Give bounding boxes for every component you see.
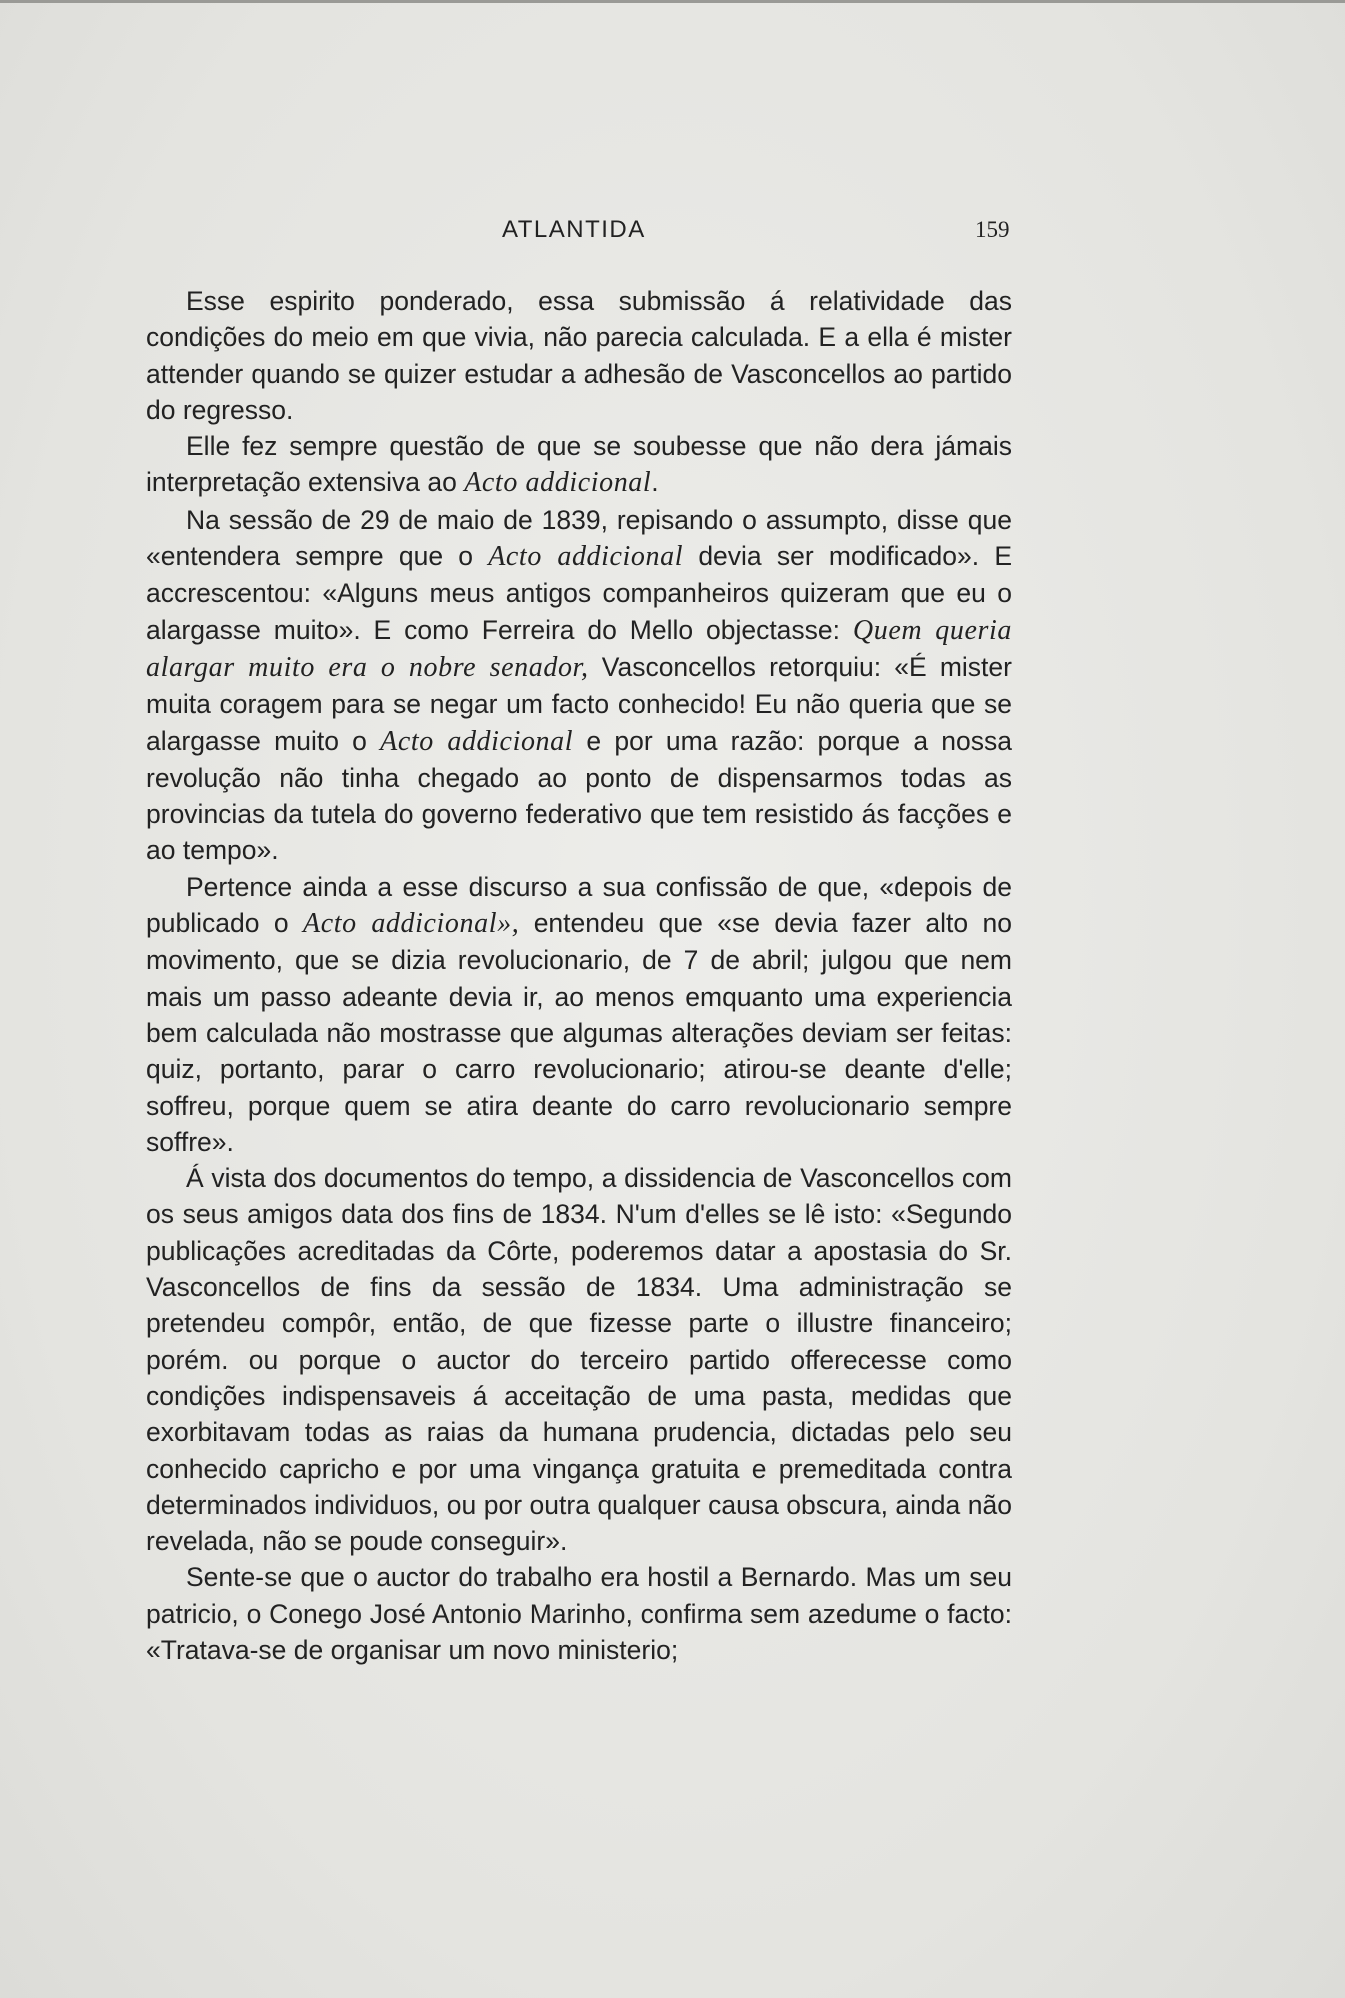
text-run: Esse espirito ponderado, essa submissão á relatividade das condições do meio em que vivia, não parecia calculada. E a ella é mister attender quando se quizer estudar a adhesão de Vasconcellos ao partido do regresso. xyxy=(146,286,1012,425)
body-text xyxy=(146,283,1012,1668)
page-header xyxy=(0,216,1345,248)
italic-title: Acto addicional xyxy=(488,541,684,573)
italic-title: Acto addicional xyxy=(464,467,652,499)
paragraph-5 xyxy=(146,1160,1012,1559)
italic-title: Acto addicional», xyxy=(302,908,520,940)
text-run: entendeu que «se devia fazer alto no movimento, que se dizia revolucionario, de 7 de abril; julgou que nem mais um passo adeante devia ir, ao menos emquanto uma experiencia bem calculada não mostrasse que algumas alterações deviam ser feitas: quiz, portanto, parar o carro revolucionario; atirou-se deante d'elle; soffreu, porque quem se atira deante do carro revolucionario sempre soffre». xyxy=(146,908,1012,1157)
text-run: Pertence ainda a esse discurso a sua confissão de que, «depois de publicado o xyxy=(146,871,1012,939)
text-run: Elle fez sempre questão de que se soubesse que não dera jámais interpretação extensiva ao xyxy=(146,431,1012,498)
page-top-edge xyxy=(0,0,1345,3)
paragraph-2 xyxy=(146,428,1012,502)
italic-title: Acto addicional xyxy=(380,725,574,757)
page-number: 159 xyxy=(975,217,1010,242)
paragraph-4 xyxy=(146,869,1012,1160)
running-title: ATLANTIDA xyxy=(502,216,646,243)
text-run: e por uma razão: porque a nossa revolução não tinha chegado ao ponto de dispensarmos todas as provincias da tutela do governo federativo que tem resistido ás facções e ao tempo». xyxy=(146,725,1013,866)
text-run: Sente-se que o auctor do trabalho era hostil a Bernardo. Mas um seu patricio, o Conego José Antonio Marinho, confirma sem azedume o facto: «Tratava-se de organisar um novo ministerio; xyxy=(146,1562,1012,1665)
text-run: Á vista dos documentos do tempo, a dissidencia de Vasconcellos com os seus amigos data dos fins de 1834. N'um d'elles se lê isto: «Segundo publicações acreditadas da Côrte, poderemos datar a apostasia do Sr. Vasconcellos de fins da sessão de 1834. Uma administração se pretendeu compôr, então, de que fizesse parte o illustre financeiro; porém. ou porque o auctor do terceiro partido offerecesse como condições indispensaveis á acceitação de uma pasta, medidas que exorbitavam todas as raias da humana prudencia, dictadas pelo seu conhecido capricho e por uma vingança gratuita e premeditada contra determinados individuos, ou por outra qualquer causa obscura, ainda não revelada, não se poude conseguir». xyxy=(146,1163,1012,1557)
text-run: devia ser modificado». E accrescentou: «Alguns meus antigos companheiros quizeram que eu o alargasse muito». E como Ferreira do Mello objectasse: xyxy=(146,541,1013,645)
text-run: Na sessão de 29 de maio de 1839, repisando o assumpto, disse que «entendera sempre que o xyxy=(146,504,1012,572)
text-run: Vasconcellos retorquiu: «É mister muita coragem para se negar um facto conhecido! Eu não queria que se alargasse muito o xyxy=(146,651,1012,756)
paragraph-3 xyxy=(146,502,1012,869)
text-run: . xyxy=(651,467,659,498)
paragraph-1 xyxy=(146,283,1012,428)
italic-quote: Quem queria alargar muito era o nobre senador, xyxy=(146,614,1012,683)
paragraph-6 xyxy=(146,1559,1012,1668)
